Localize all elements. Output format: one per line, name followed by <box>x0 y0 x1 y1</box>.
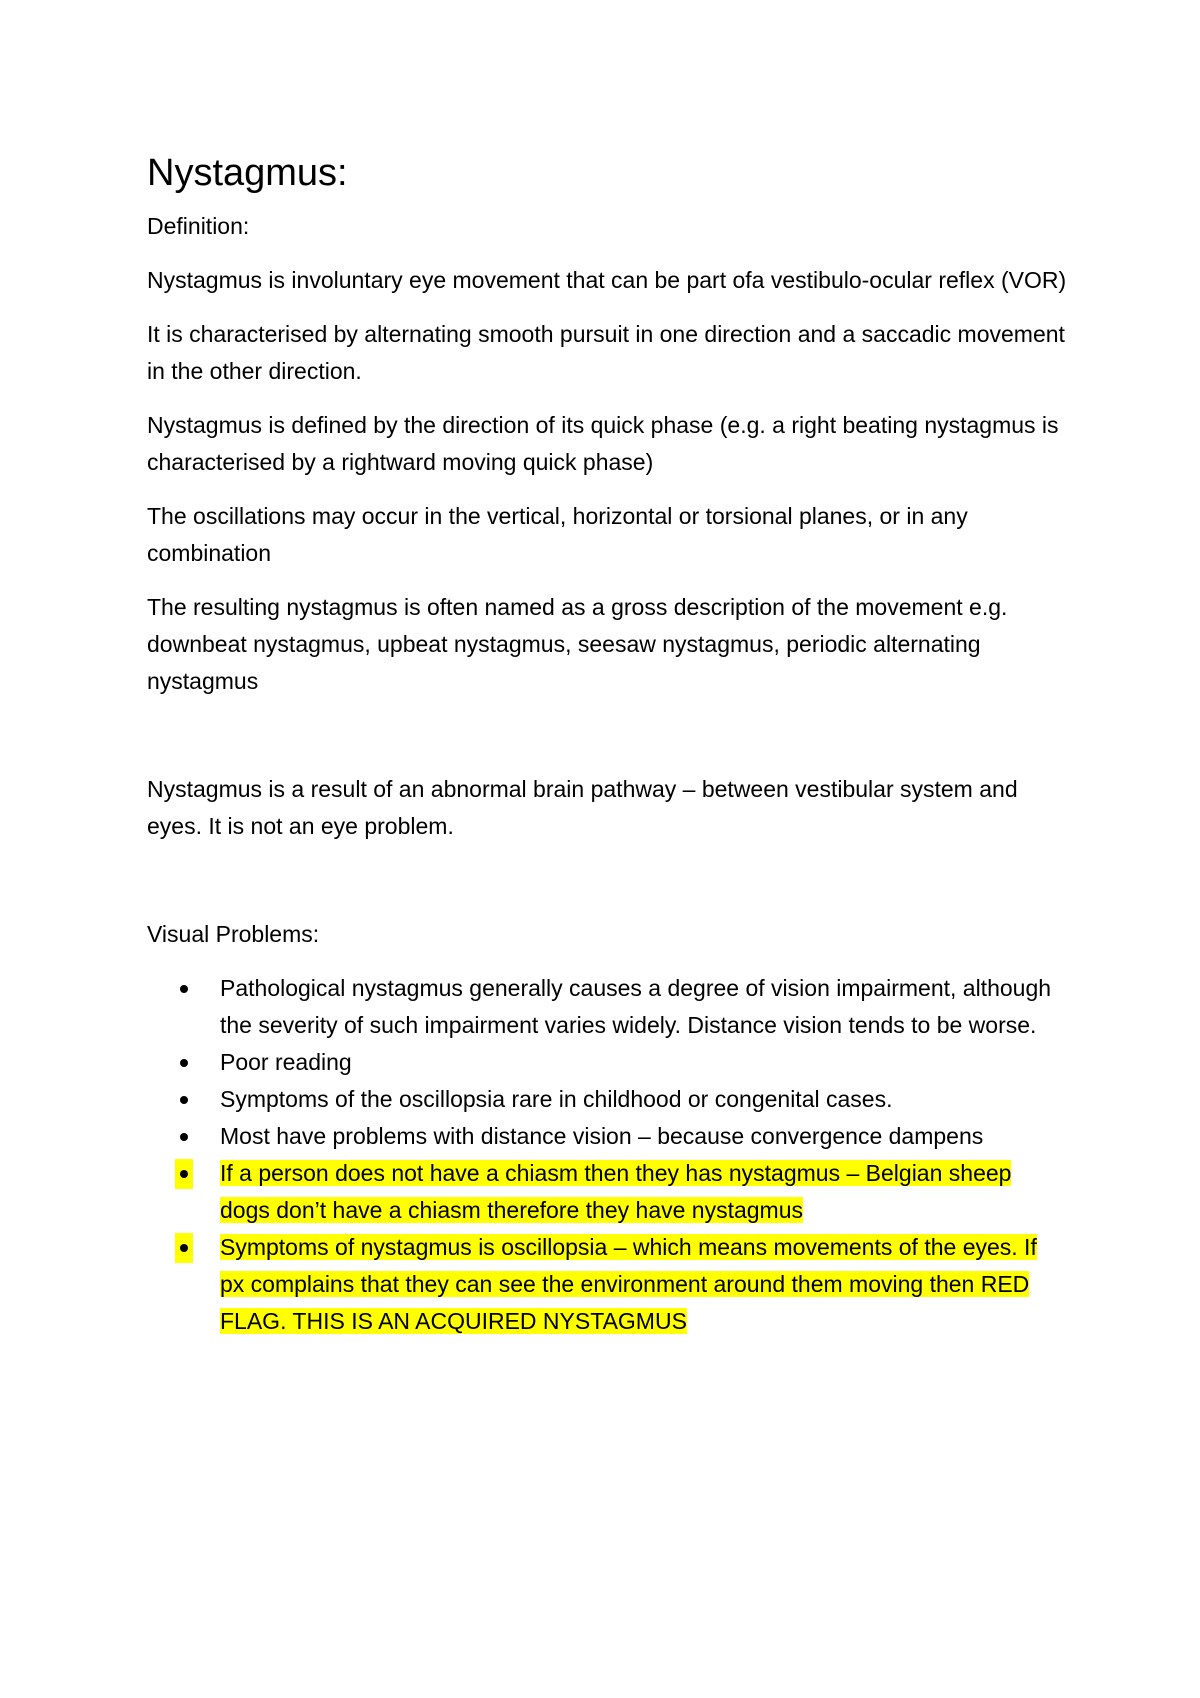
visual-problems-heading: Visual Problems: <box>147 921 320 947</box>
definition-paragraph-5: The resulting nystagmus is often named as a gross description of the movement e.g. downbeat nystagmus, upbeat nystagmus, seesaw nystagmus, periodic alternating nystagmus <box>147 594 1008 694</box>
highlight-marker <box>175 1233 193 1263</box>
list-item-text: Poor reading <box>220 1049 352 1075</box>
bullet-icon <box>180 1170 188 1178</box>
bullet-icon <box>180 1096 188 1104</box>
bullet-icon <box>180 985 188 993</box>
list-item-text: Symptoms of the oscillopsia rare in childhood or congenital cases. <box>220 1086 893 1112</box>
highlight-marker <box>175 1159 193 1189</box>
list-item <box>147 1081 1067 1118</box>
list-item <box>147 1044 1067 1081</box>
definition-paragraph-1: Nystagmus is involuntary eye movement that can be part ofa vestibulo-ocular reflex (VOR) <box>147 267 1067 293</box>
list-item-highlighted <box>147 1155 1067 1229</box>
list-item <box>147 970 1067 1044</box>
definition-paragraph-2: It is characterised by alternating smooth pursuit in one direction and a saccadic movement in the other direction. <box>147 321 1065 384</box>
blank-line <box>147 717 1067 771</box>
list-item-text: Pathological nystagmus generally causes a degree of vision impairment, although the severity of such impairment varies widely. Distance vision tends to be worse. <box>220 975 1052 1038</box>
definition-paragraph-3: Nystagmus is defined by the direction of its quick phase (e.g. a right beating nystagmus is characterised by a rightward moving quick phase) <box>147 412 1059 475</box>
bullet-icon <box>180 1133 188 1141</box>
list-item-highlighted <box>147 1229 1067 1340</box>
list-item-text: Symptoms of nystagmus is oscillopsia – which means movements of the eyes. If px complains that they can see the environment around them moving then RED FLAG. THIS IS AN ACQUIRED NYSTAGMUS <box>220 1234 1037 1334</box>
blank-line <box>147 862 1067 916</box>
visual-problems-list <box>147 970 1067 1340</box>
document-title: Nystagmus: <box>147 152 348 194</box>
document-body <box>147 148 1067 1340</box>
bullet-icon <box>180 1244 188 1252</box>
list-item-text: If a person does not have a chiasm then they has nystagmus – Belgian sheep dogs don’t have a chiasm therefore they have nystagmus <box>220 1160 1012 1223</box>
pathway-paragraph: Nystagmus is a result of an abnormal brain pathway – between vestibular system and eyes. It is not an eye problem. <box>147 776 1018 839</box>
definition-heading: Definition: <box>147 213 250 239</box>
bullet-icon <box>180 1059 188 1067</box>
list-item-text: Most have problems with distance vision – because convergence dampens <box>220 1123 984 1149</box>
definition-paragraph-4: The oscillations may occur in the vertical, horizontal or torsional planes, or in any combination <box>147 503 968 566</box>
list-item <box>147 1118 1067 1155</box>
